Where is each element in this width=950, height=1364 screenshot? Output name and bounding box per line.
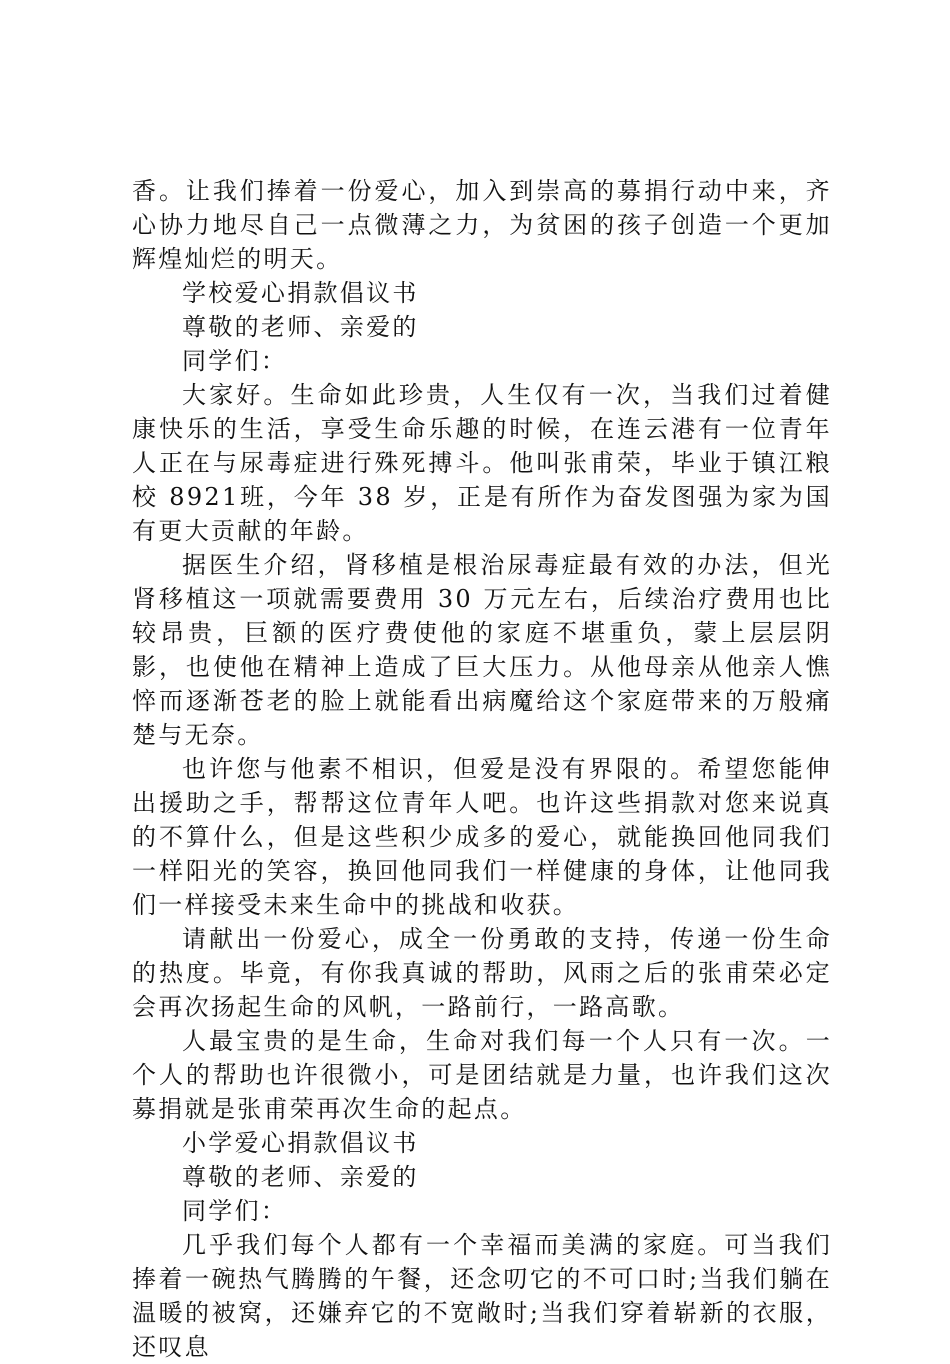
salutation-line: 尊敬的老师、亲爱的 xyxy=(182,313,419,341)
salutation-line: 同学们： xyxy=(182,1197,288,1225)
body-paragraph: 大家好。生命如此珍贵，人生仅有一次，当我们过着健康快乐的生活，享受生命乐趣的时候，在连云港有一位青年人正在与尿毒症进行殊死搏斗。他叫张甫荣，毕业于镇江粮校 8921班，今年 38 岁，正是有所作为奋发图强为家为国有更大贡献的年龄。 xyxy=(132,381,832,545)
document-body xyxy=(132,174,832,1364)
body-paragraph: 请献出一份爱心，成全一份勇敢的支持，传递一份生命的热度。毕竟，有你我真诚的帮助，风雨之后的张甫荣必定会再次扬起生命的风帆，一路前行，一路高歌。 xyxy=(132,925,832,1021)
body-paragraph: 人最宝贵的是生命，生命对我们每一个人只有一次。一个人的帮助也许很微小，可是团结就是力量，也许我们这次募捐就是张甫荣再次生命的起点。 xyxy=(132,1027,832,1123)
section-title-primary: 小学爱心捐款倡议书 xyxy=(182,1129,419,1157)
salutation-line: 同学们： xyxy=(182,347,288,375)
body-paragraph: 几乎我们每个人都有一个幸福而美满的家庭。可当我们捧着一碗热气腾腾的午餐，还念叨它的不可口时;当我们躺在温暖的被窝，还嫌弃它的不宽敞时;当我们穿着崭新的衣服，还叹息 xyxy=(132,1231,832,1361)
section-title-school: 学校爱心捐款倡议书 xyxy=(182,279,419,307)
paragraph-continuation: 香。让我们捧着一份爱心，加入到崇高的募捐行动中来，齐心协力地尽自己一点微薄之力，为贫困的孩子创造一个更加辉煌灿烂的明天。 xyxy=(132,177,832,273)
body-paragraph: 据医生介绍，肾移植是根治尿毒症最有效的办法，但光肾移植这一项就需要费用 30 万元左右，后续治疗费用也比较昂贵，巨额的医疗费使他的家庭不堪重负，蒙上层层阴影，也使他在精神上造成了巨大压力。从他母亲从他亲人憔悴而逐渐苍老的脸上就能看出病魔给这个家庭带来的万般痛楚与无奈。 xyxy=(132,551,832,749)
body-paragraph: 也许您与他素不相识，但爱是没有界限的。希望您能伸出援助之手，帮帮这位青年人吧。也许这些捐款对您来说真的不算什么，但是这些积少成多的爱心，就能换回他同我们一样阳光的笑容，换回他同我们一样健康的身体，让他同我们一样接受未来生命中的挑战和收获。 xyxy=(132,755,832,919)
salutation-line: 尊敬的老师、亲爱的 xyxy=(182,1163,419,1191)
